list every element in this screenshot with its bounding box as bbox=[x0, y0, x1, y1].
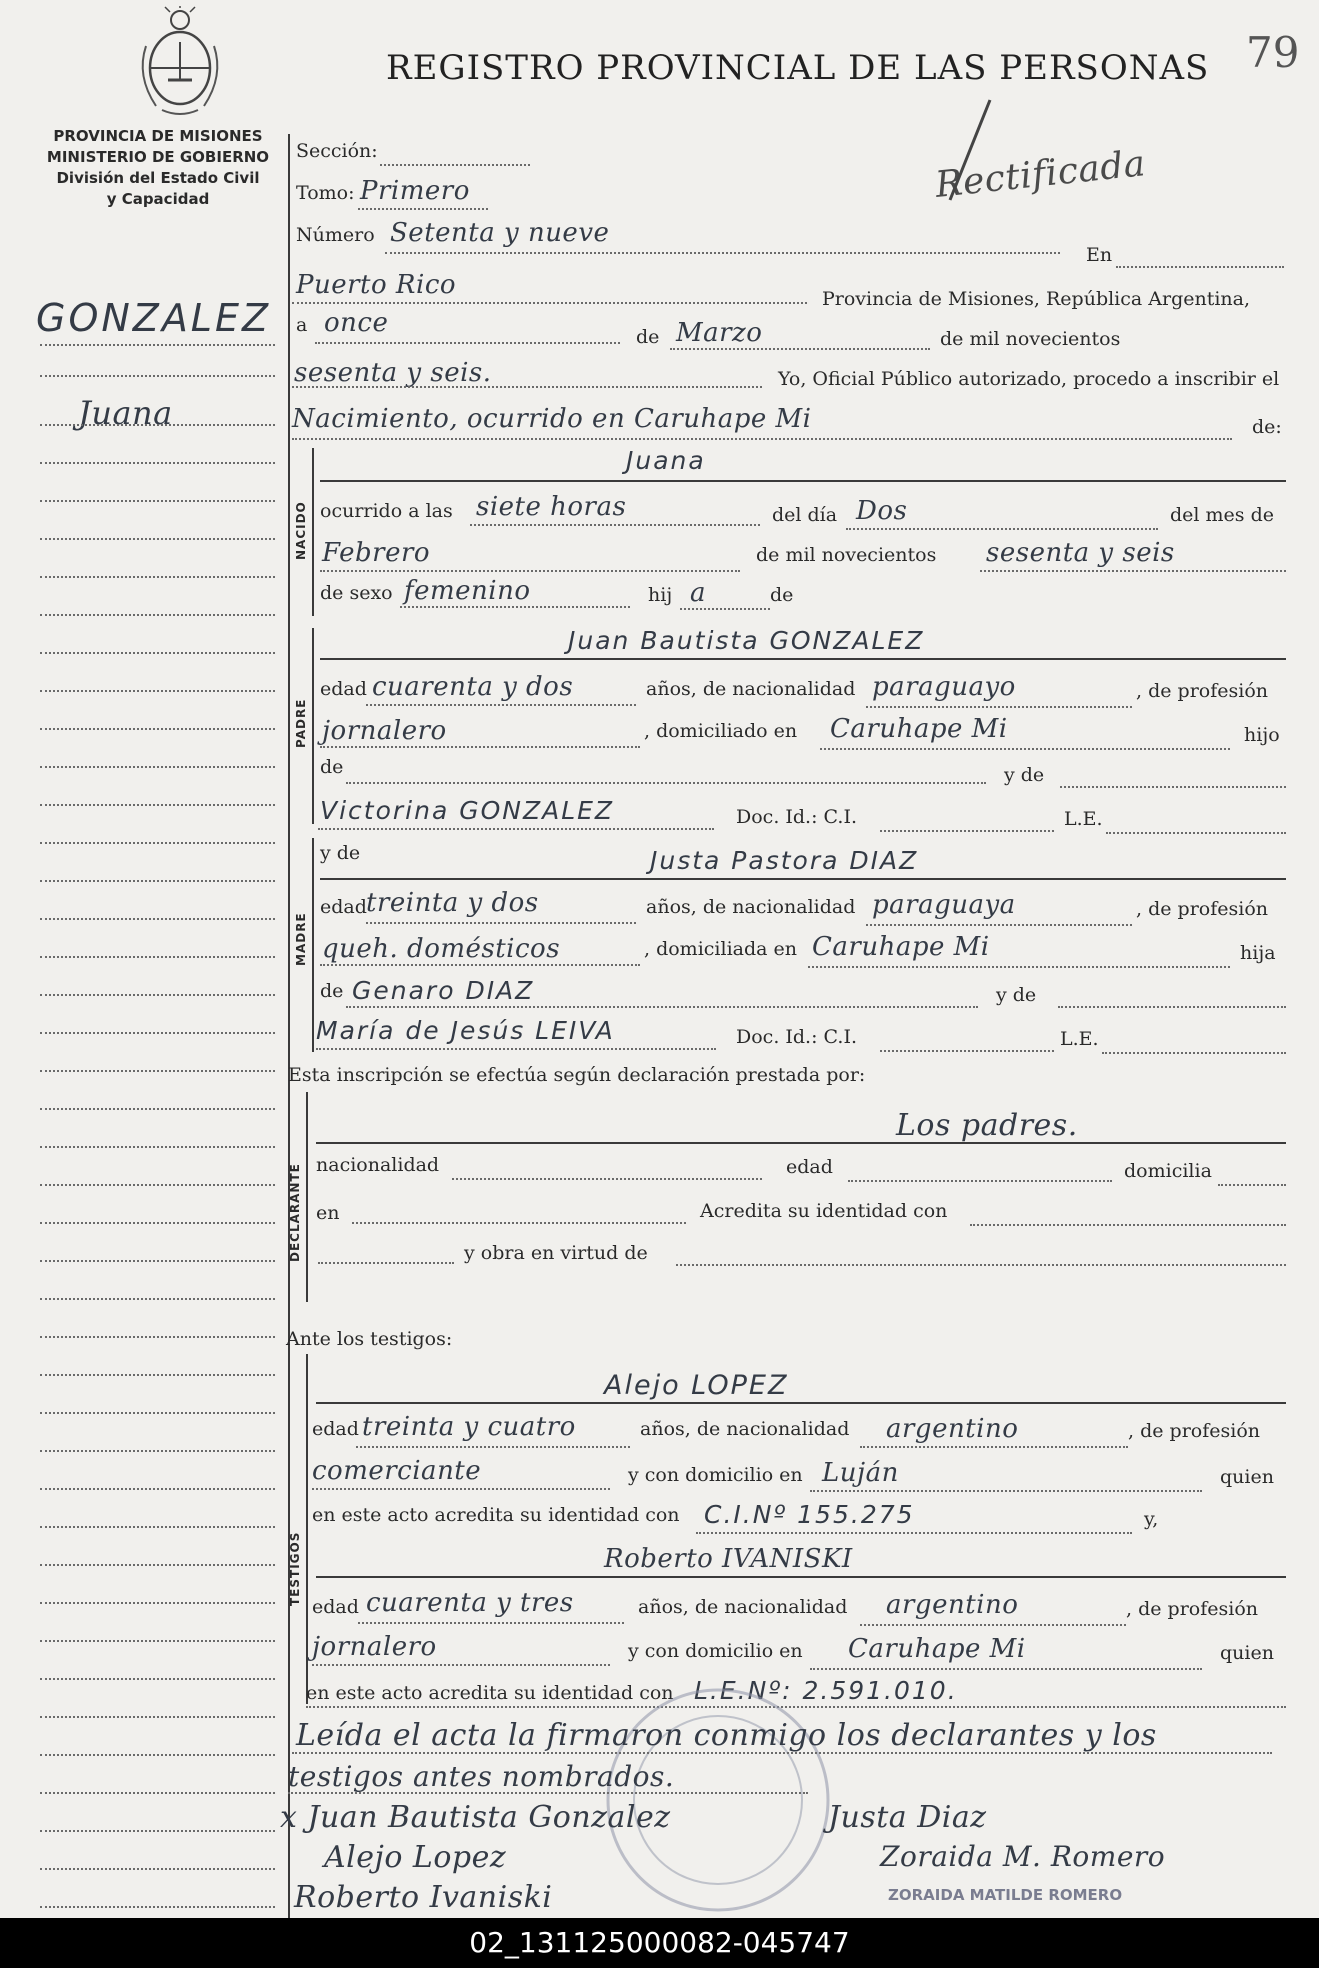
father-domicilio-value: Caruhape Mi bbox=[830, 714, 1008, 744]
coat-of-arms-icon bbox=[132, 6, 228, 118]
witness1-acredita-label: en este acto acredita su identidad con bbox=[312, 1504, 680, 1526]
witness1-profession-value: comerciante bbox=[312, 1456, 482, 1486]
mil-label: de mil novecientos bbox=[940, 328, 1121, 350]
birth-month-value: Febrero bbox=[322, 538, 431, 568]
strike-mark-icon bbox=[930, 90, 1050, 210]
father-de-label: de bbox=[320, 756, 344, 778]
provincia-label: Provincia de Misiones, República Argentina, bbox=[822, 288, 1251, 310]
witness2-id-value: L.E.Nº: 2.591.010. bbox=[694, 1676, 958, 1705]
witness2-age-value: cuarenta y tres bbox=[366, 1588, 574, 1618]
witness1-profesion-label: , de profesión bbox=[1128, 1420, 1260, 1442]
mother-name: Justa Pastora DIAZ bbox=[650, 846, 919, 875]
nacido-side-label: NACIDO bbox=[294, 501, 308, 560]
father-anos-label: años, de nacionalidad bbox=[646, 678, 856, 700]
page-title: REGISTRO PROVINCIAL DE LAS PERSONAS bbox=[386, 48, 1210, 88]
witness1-quien-label: quien bbox=[1220, 1466, 1274, 1488]
witness2-domicilio-value: Caruhape Mi bbox=[848, 1634, 1026, 1664]
seccion-label: Sección: bbox=[296, 140, 378, 162]
witness2-acredita-label: en este acto acredita su identidad con bbox=[306, 1682, 674, 1704]
father-age-value: cuarenta y dos bbox=[372, 672, 574, 702]
mother-domicilio-value: Caruhape Mi bbox=[812, 932, 990, 962]
testigos-intro: Ante los testigos: bbox=[286, 1328, 453, 1350]
mother-anos-label: años, de nacionalidad bbox=[646, 896, 856, 918]
witness2-name: Roberto IVANISKI bbox=[604, 1544, 853, 1574]
witness1-domicilio-value: Luján bbox=[822, 1458, 899, 1488]
declarante-side-label: DECLARANTE bbox=[288, 1163, 302, 1262]
declarante-name: Los padres. bbox=[896, 1108, 1078, 1143]
father-profession-value: jornalero bbox=[322, 716, 447, 746]
ocurrido-label: ocurrido a las bbox=[320, 500, 453, 522]
day-value: once bbox=[324, 308, 389, 338]
witness2-domicilio-label: y con domicilio en bbox=[628, 1640, 803, 1662]
signature-officer: Zoraida M. Romero bbox=[880, 1840, 1166, 1873]
org-province: PROVINCIA DE MISIONES bbox=[53, 127, 263, 145]
witness2-quien-label: quien bbox=[1220, 1642, 1274, 1664]
witness2-profession-value: jornalero bbox=[312, 1632, 437, 1662]
signature-father: x Juan Bautista Gonzalez bbox=[280, 1800, 671, 1835]
margin-given-name: Juana bbox=[78, 394, 173, 432]
declarante-nacionalidad-label: nacionalidad bbox=[316, 1154, 440, 1176]
page-number: 79 bbox=[1246, 28, 1300, 77]
mother-le-label: L.E. bbox=[1060, 1028, 1099, 1050]
father-name: Juan Bautista GONZALEZ bbox=[568, 626, 925, 655]
father-nationality-value: paraguayo bbox=[872, 672, 1016, 702]
mother-hija-label: hija bbox=[1240, 942, 1276, 964]
mother-profesion-label: , de profesión bbox=[1136, 898, 1268, 920]
declarante-edad-label: edad bbox=[786, 1156, 833, 1178]
signature-witness2: Roberto Ivaniski bbox=[294, 1880, 553, 1915]
sexo-value: femenino bbox=[404, 576, 531, 606]
en-label: En bbox=[1086, 244, 1113, 266]
month-value: Marzo bbox=[676, 318, 763, 348]
margin-surname: GONZALEZ bbox=[36, 296, 272, 340]
child-name: Juana bbox=[626, 446, 706, 475]
hij-value: a bbox=[690, 578, 707, 608]
mother-de-label: de bbox=[320, 980, 344, 1002]
officer-stamp-name: ZORAIDA MATILDE ROMERO bbox=[888, 1886, 1123, 1904]
witness1-anos-label: años, de nacionalidad bbox=[640, 1418, 850, 1440]
closing-line2: testigos antes nombrados. bbox=[288, 1760, 675, 1793]
witness2-nationality-value: argentino bbox=[886, 1590, 1019, 1620]
declarante-obra-label: y obra en virtud de bbox=[464, 1242, 648, 1264]
mother-y-de-label: y de bbox=[320, 842, 361, 864]
witness1-age-value: treinta y cuatro bbox=[362, 1412, 576, 1442]
witness1-domicilio-label: y con domicilio en bbox=[628, 1464, 803, 1486]
father-edad-label: edad bbox=[320, 678, 367, 700]
de-label: de bbox=[636, 326, 660, 348]
tomo-label: Tomo: bbox=[296, 182, 355, 204]
sexo-label: de sexo bbox=[320, 582, 393, 604]
witness1-id-value: C.I.Nº 155.275 bbox=[704, 1500, 915, 1529]
mother-parent2-value: María de Jesús LEIVA bbox=[316, 1016, 615, 1045]
numero-value: Setenta y nueve bbox=[390, 218, 610, 248]
org-ministry: MINISTERIO DE GOBIERNO bbox=[46, 148, 270, 166]
place-value: Puerto Rico bbox=[296, 270, 457, 300]
closing-line1: Leída el acta la firmaron conmigo los declarantes y los bbox=[296, 1718, 1157, 1753]
rectificada-stamp: Rectificada bbox=[933, 143, 1148, 206]
birth-mil-label: de mil novecientos bbox=[756, 544, 937, 566]
nacido-de-label: de bbox=[770, 584, 794, 606]
birth-year-value: sesenta y seis bbox=[986, 538, 1175, 568]
document-id-bar: 02_131125000082-045747 bbox=[0, 1918, 1319, 1968]
hour-value: siete horas bbox=[476, 492, 627, 522]
father-domicilio-label: , domiciliado en bbox=[644, 720, 798, 742]
witness2-edad-label: edad bbox=[312, 1596, 359, 1618]
signature-mother: Justa Diaz bbox=[828, 1800, 987, 1835]
mother-doc-label: Doc. Id.: C.I. bbox=[736, 1026, 857, 1048]
issuing-authority bbox=[43, 126, 273, 210]
a-label: a bbox=[296, 314, 308, 336]
father-y-de-label: y de bbox=[1004, 764, 1045, 786]
de-colon-label: de: bbox=[1252, 416, 1282, 438]
father-profesion-label: , de profesión bbox=[1136, 680, 1268, 702]
declarante-acredita-label: Acredita su identidad con bbox=[700, 1200, 948, 1222]
org-division: División del Estado Civil bbox=[56, 169, 260, 187]
tomo-value: Primero bbox=[360, 176, 470, 206]
witness1-nationality-value: argentino bbox=[886, 1414, 1019, 1444]
father-parent2-value: Victorina GONZALEZ bbox=[320, 796, 615, 825]
org-capacity: y Capacidad bbox=[106, 190, 210, 208]
declarante-intro: Esta inscripción se efectúa según declaración prestada por: bbox=[288, 1064, 866, 1086]
padre-side-label: PADRE bbox=[294, 698, 308, 748]
hij-label: hij bbox=[648, 584, 673, 606]
madre-side-label: MADRE bbox=[294, 912, 308, 966]
father-le-label: L.E. bbox=[1064, 808, 1103, 830]
witness1-name: Alejo LOPEZ bbox=[604, 1370, 789, 1401]
event-value: Nacimiento, ocurrido en Caruhape Mi bbox=[292, 404, 812, 434]
birth-day-value: Dos bbox=[856, 496, 908, 526]
del-dia-label: del día bbox=[772, 504, 838, 526]
witness2-profesion-label: , de profesión bbox=[1126, 1598, 1258, 1620]
mother-profession-value: queh. domésticos bbox=[322, 934, 561, 964]
declarante-en-label: en bbox=[316, 1202, 340, 1224]
father-hijo-label: hijo bbox=[1244, 724, 1280, 746]
mother-nationality-value: paraguaya bbox=[872, 890, 1016, 920]
mother-edad-label: edad bbox=[320, 896, 367, 918]
numero-label: Número bbox=[296, 224, 375, 246]
mother-domicilio-label: , domiciliada en bbox=[644, 938, 797, 960]
declarante-domicilia-label: domicilia bbox=[1124, 1160, 1212, 1182]
father-doc-label: Doc. Id.: C.I. bbox=[736, 806, 857, 828]
main-margin-rule bbox=[288, 134, 290, 1918]
del-mes-label: del mes de bbox=[1170, 504, 1274, 526]
mother-age-value: treinta y dos bbox=[366, 888, 539, 918]
year-value: sesenta y seis. bbox=[294, 358, 492, 388]
witness1-edad-label: edad bbox=[312, 1418, 359, 1440]
oficial-label: Yo, Oficial Público autorizado, procedo a inscribir el bbox=[778, 368, 1280, 390]
witness2-anos-label: años, de nacionalidad bbox=[638, 1596, 848, 1618]
signature-witness1: Alejo Lopez bbox=[324, 1840, 507, 1875]
mother-parent1-value: Genaro DIAZ bbox=[352, 976, 535, 1005]
testigos-side-label: TESTIGOS bbox=[288, 1531, 302, 1606]
witness1-y-label: y, bbox=[1144, 1508, 1159, 1530]
mother-y-de2-label: y de bbox=[996, 984, 1037, 1006]
